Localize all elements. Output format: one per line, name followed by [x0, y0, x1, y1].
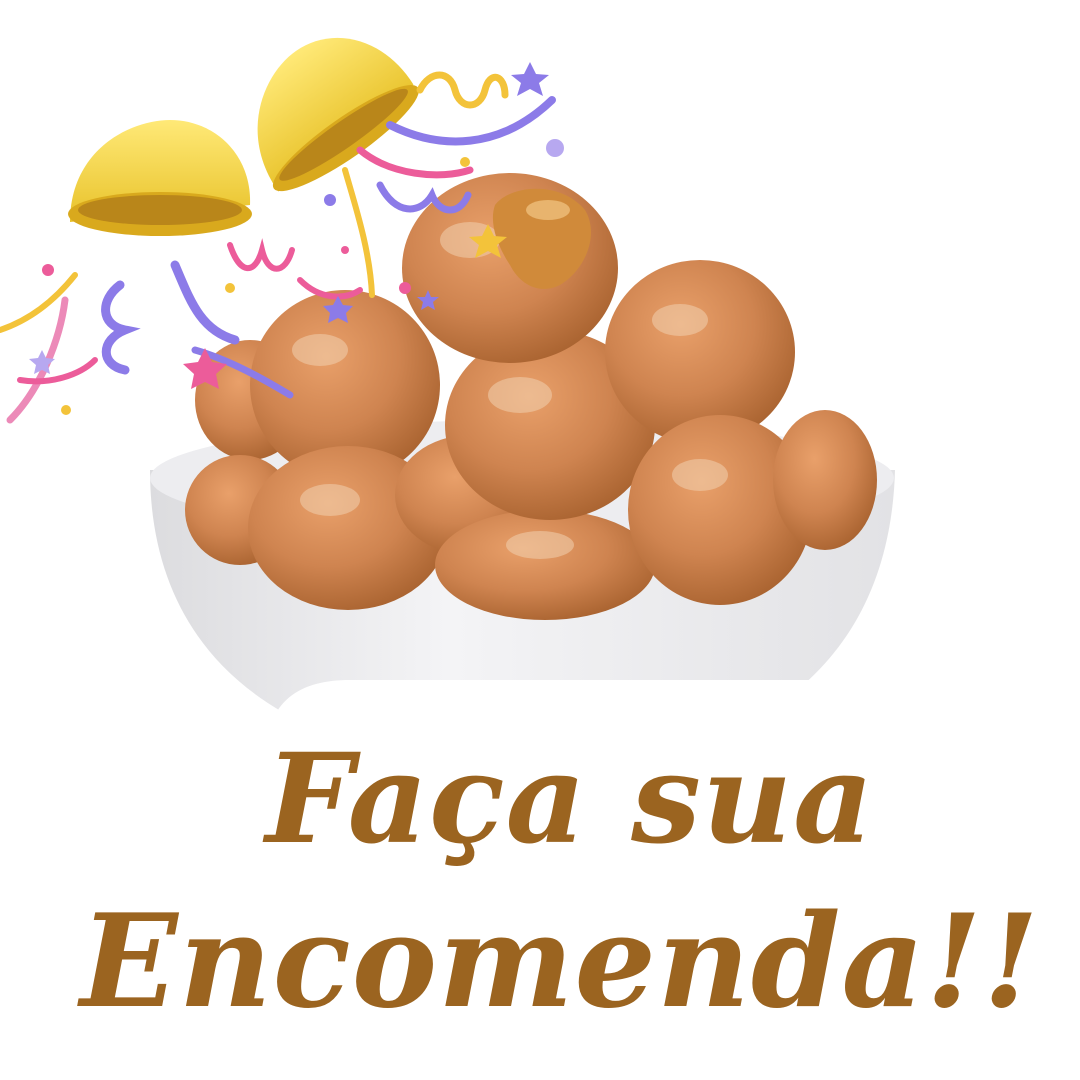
pastry	[773, 410, 877, 550]
headline-line-1: Faça sua	[265, 727, 875, 872]
party-popper-right	[216, 6, 429, 205]
party-popper-left	[68, 120, 252, 236]
headline-line-2: Encomenda!!	[80, 887, 1040, 1037]
pastry	[435, 510, 655, 620]
pastry	[605, 260, 795, 444]
